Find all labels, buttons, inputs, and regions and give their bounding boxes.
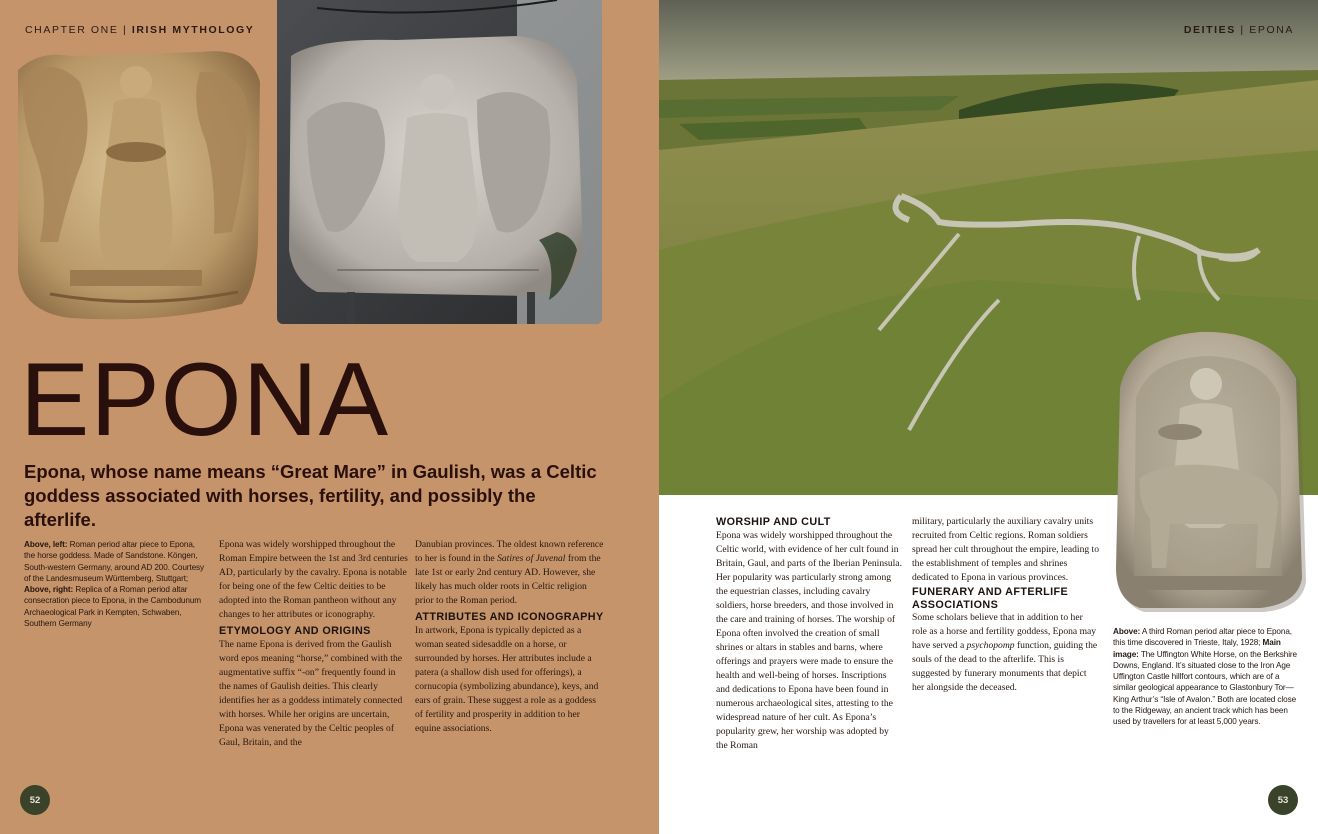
replica-relief-image — [277, 0, 602, 324]
heading-attributes: ATTRIBUTES AND ICONOGRAPHY — [415, 611, 604, 624]
section-label: DEITIES — [1183, 24, 1236, 36]
epona-altar-trieste-photo — [1110, 328, 1306, 612]
body-column-3: WORSHIP AND CULT Epona was widely worshipped throughout the Celtic world, with evidence of her cult found in Britain, Gaul, and parts of the Iberian Peninsula. Her popularity was particularly strong among the equestrian classes, including cavalry soldiers, horse breeders, and those involved in the care and training of horses. The worship of Epona often involved the creation of small shrines or altars in stables and barns, where offerings and prayers were made to ensure the health and well-being of horses. Inscriptions and dedications to Epona have been found in numerous archaeological sites, attesting to the widespread nature of her cult. As Epona’s popularity grew, her worship was adopted by the Roman — [716, 516, 902, 752]
body-column-1: Epona was widely worshipped throughout the Roman Empire between the 1st and 3rd centuries AD, particularly by the cavalry. Epona is notable for being one of the few Celtic deities to be adopted into the Roman pantheon without any changes to her attributes or iconography. ETYMOLOGY AND ORIGINS The name Epona is derived from the Gaulish word epos meaning “horse,” combined with the augmentative suffix “-on” frequently found in the names of Gaulish deities. This clearly identifies her as a goddess intimately connected with horses. While her origins are uncertain, Epona was venerated by the Celtic peoples of Gaul, Britain, and the — [219, 539, 408, 749]
caption-right: Above: A third Roman period altar piece to Epona, this time discovered in Trieste, Italy, 1928; Main image: The Uffington White Horse, on the Berkshire Downs, England. It’s situated close to the Iron Age Uffington Castle hillfort contours, which are of a similar geological appearance to Glastonbury Tor—King Arthur’s “Isle of Avalon.” Both are located close to the Ridgeway, an ancient track which has been used by travellers for at least 5,000 years. — [1113, 627, 1298, 727]
chapter-topic: IRISH MYTHOLOGY — [131, 24, 255, 36]
body-column-2: Danubian provinces. The oldest known reference to her is found in the Satires of Juvenal from the late 1st or early 2nd century AD. However, she likely has much older roots in Celtic religion prior to the Roman period. ATTRIBUTES AND ICONOGRAPHY In artwork, Epona is typically depicted as a woman seated sidesaddle on a horse, or surrounded by horses. Her attributes include a patera (a shallow dish used for offerings), a cornucopia (symbolizing abundance), keys, and ears of grain. These suggest a role as a goddess of fertility and prosperity in addition to her equine associations. — [415, 539, 604, 735]
running-header-left: CHAPTER ONE | IRISH MYTHOLOGY — [25, 24, 255, 36]
heading-worship: WORSHIP AND CULT — [716, 516, 831, 528]
chapter-label: CHAPTER ONE — [25, 24, 119, 36]
article-title: EPONA — [20, 342, 390, 458]
epona-altar-replica-photo — [277, 0, 602, 324]
epona-altar-sandstone-photo — [10, 42, 265, 324]
heading-etymology: ETYMOLOGY AND ORIGINS — [219, 625, 371, 638]
body-column-4: military, particularly the auxiliary cavalry units recruited from Celtic regions. Roman soldiers spread her cult throughout the empire, leading to the establishment of temples and shrines dedicated to Epona in various provinces. FUNERARY AND AFTERLIFE ASSOCIATIONS Some scholars believe that in addition to her role as a horse and fertility goddess, Epona may have served a psychopomp function, guiding the souls of the dead to the afterlife. This is suggested by funerary monuments that depict her alongside the deceased. — [912, 516, 1100, 694]
page-number-left: 52 — [20, 785, 50, 815]
heading-funerary: FUNERARY AND AFTERLIFE ASSOCIATIONS — [912, 586, 1069, 611]
caption-left: Above, left: Roman period altar piece to Epona, the horse goddess. Made of Sandstone. Köngen, South-western Germany, around AD 200. Courtesy of the Landesmuseum Württemberg, Stuttgart; Above, right: Replica of a Roman period altar consecration piece to Epona, in the Cambodunum Archaeological Park in Kempten, Schwaben, Southern Germany — [24, 540, 205, 629]
section-subject: EPONA — [1249, 24, 1294, 36]
article-standfirst: Epona, whose name means “Great Mare” in Gaulish, was a Celtic goddess associated with horses, fertility, and possibly the afterlife. — [24, 461, 597, 530]
running-header-right: DEITIES | EPONA — [1183, 24, 1294, 36]
page-number-right: 53 — [1268, 785, 1298, 815]
